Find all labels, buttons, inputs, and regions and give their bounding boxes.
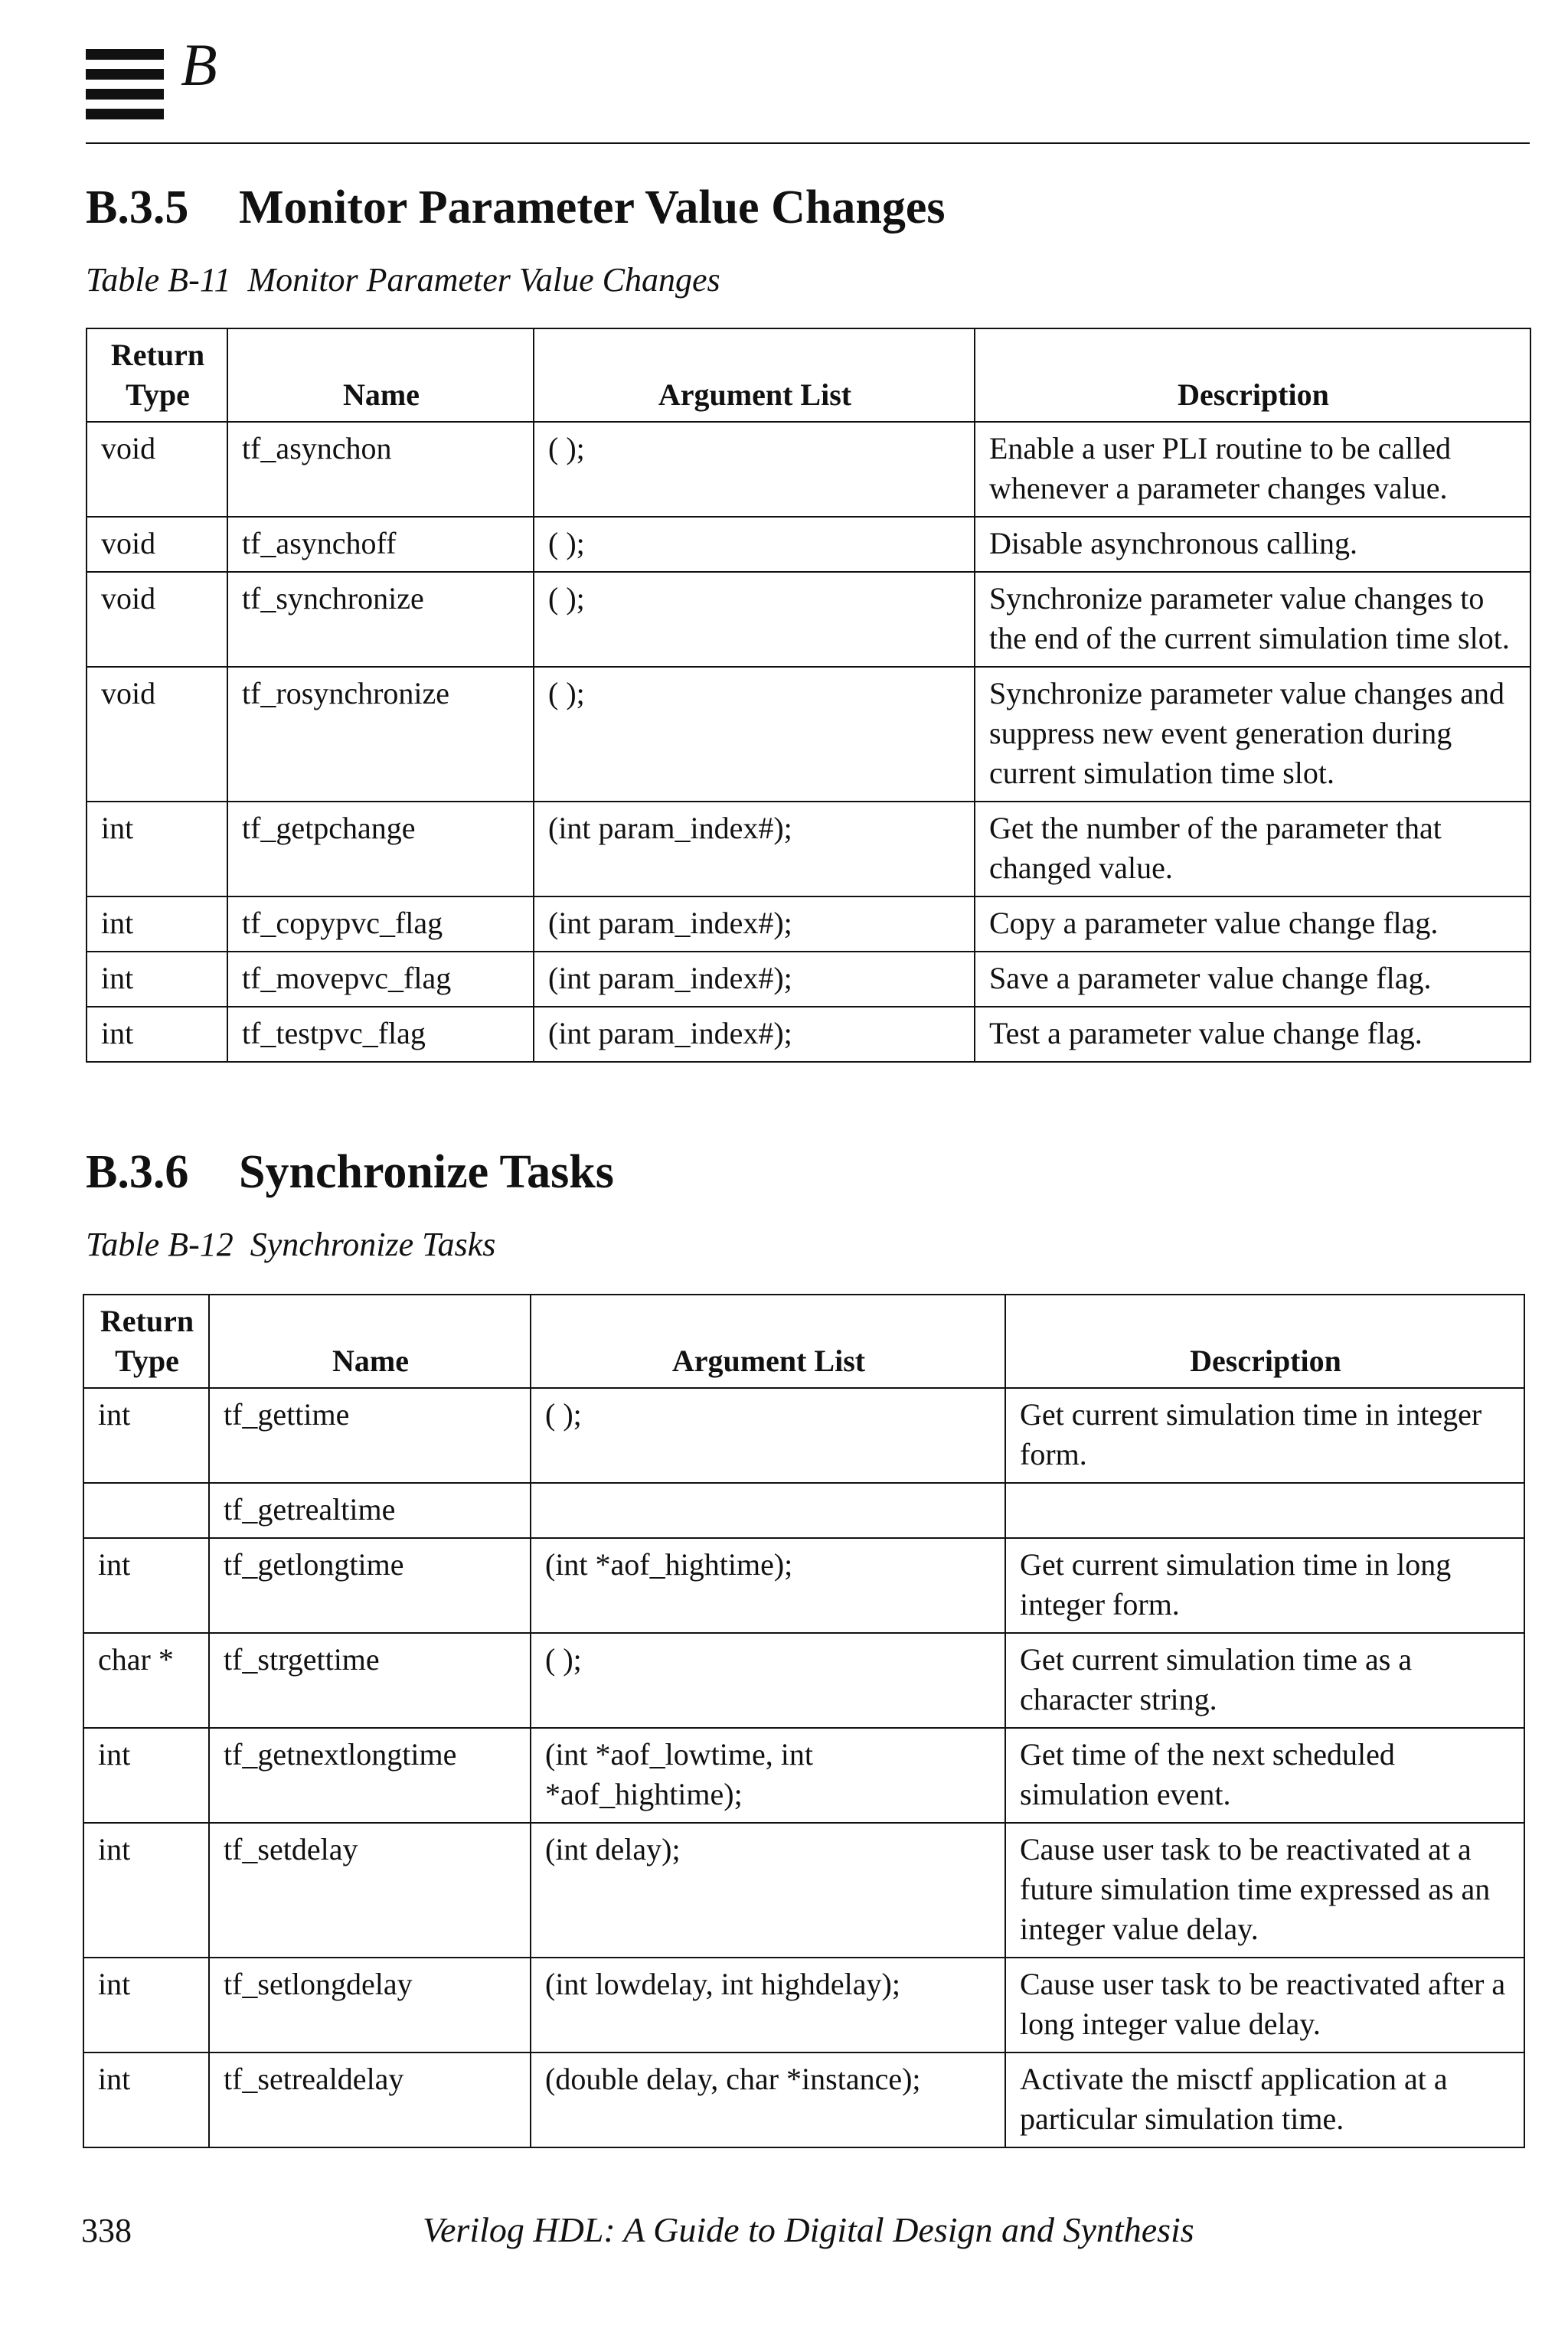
cell-name: tf_setdelay (209, 1823, 531, 1958)
cell-description: Disable asynchronous calling. (975, 517, 1530, 572)
table-number: Table B-11 (86, 261, 231, 299)
table-row (87, 422, 1530, 517)
cell-description: Enable a user PLI routine to be called whenever a parameter changes value. (975, 422, 1530, 517)
section-heading-monitor (86, 181, 946, 234)
table-caption-b12 (86, 1228, 495, 1262)
cell-description: Synchronize parameter value changes to the end of the current simulation time slot. (975, 572, 1530, 667)
cell-description: Get the number of the parameter that changed value. (975, 802, 1530, 896)
column-header-return-type: Return Type (87, 328, 227, 422)
column-header-description: Description (975, 328, 1530, 422)
cell-argument-list: ( ); (534, 572, 975, 667)
cell-argument-list (531, 1483, 1005, 1538)
cell-return-type: int (87, 896, 227, 952)
header-rule (86, 142, 1530, 144)
cell-argument-list: (int param_index#); (534, 1007, 975, 1062)
cell-description: Save a parameter value change flag. (975, 952, 1530, 1007)
column-header-return-type: Return Type (83, 1295, 209, 1388)
table-row (83, 1633, 1524, 1728)
table-title: Synchronize Tasks (250, 1226, 496, 1263)
cell-return-type: int (83, 1823, 209, 1958)
cell-name: tf_getnextlongtime (209, 1728, 531, 1823)
table-row (83, 2053, 1524, 2147)
cell-name: tf_asynchon (227, 422, 534, 517)
cell-description: Copy a parameter value change flag. (975, 896, 1530, 952)
cell-description: Test a parameter value change flag. (975, 1007, 1530, 1062)
cell-return-type: int (83, 1728, 209, 1823)
cell-return-type: int (83, 1958, 209, 2053)
table-header-row (83, 1295, 1524, 1388)
cell-name: tf_testpvc_flag (227, 1007, 534, 1062)
section-heading-synchronize (86, 1148, 614, 1196)
cell-return-type: int (87, 1007, 227, 1062)
cell-return-type: int (87, 802, 227, 896)
column-header-argument-list: Argument List (534, 328, 975, 422)
cell-argument-list: (int *aof_lowtime, int *aof_hightime); (531, 1728, 1005, 1823)
cell-return-type: void (87, 517, 227, 572)
cell-name: tf_copypvc_flag (227, 896, 534, 952)
table-row (83, 1388, 1524, 1483)
cell-name: tf_strgettime (209, 1633, 531, 1728)
cell-argument-list: (int lowdelay, int highdelay); (531, 1958, 1005, 2053)
cell-return-type: int (83, 1538, 209, 1633)
column-header-argument-list: Argument List (531, 1295, 1005, 1388)
table-row (83, 1483, 1524, 1538)
cell-argument-list: ( ); (534, 517, 975, 572)
cell-description: Synchronize parameter value changes and suppress new event generation during current simulation time slot. (975, 667, 1530, 802)
cell-name: tf_asynchoff (227, 517, 534, 572)
section-title: Monitor Parameter Value Changes (239, 181, 946, 234)
column-header-name: Name (209, 1295, 531, 1388)
table-row (87, 896, 1530, 952)
cell-return-type: char * (83, 1633, 209, 1728)
chapter-letter: B (181, 31, 217, 98)
cell-name: tf_movepvc_flag (227, 952, 534, 1007)
table-caption-b11 (86, 263, 720, 297)
table-row (83, 1958, 1524, 2053)
cell-name: tf_getlongtime (209, 1538, 531, 1633)
column-header-name: Name (227, 328, 534, 422)
cell-argument-list: ( ); (534, 422, 975, 517)
cell-description: Get current simulation time as a character string. (1005, 1633, 1524, 1728)
cell-description: Cause user task to be reactivated at a future simulation time expressed as an integer value delay. (1005, 1823, 1524, 1958)
cell-name: tf_gettime (209, 1388, 531, 1483)
table-row (87, 952, 1530, 1007)
cell-argument-list: (int param_index#); (534, 896, 975, 952)
table-header-row (87, 328, 1530, 422)
table-row (87, 517, 1530, 572)
cell-return-type: void (87, 572, 227, 667)
section-title: Synchronize Tasks (239, 1146, 614, 1198)
cell-description: Activate the misctf application at a particular simulation time. (1005, 2053, 1524, 2147)
cell-return-type (83, 1483, 209, 1538)
cell-argument-list: ( ); (531, 1633, 1005, 1728)
cell-name: tf_getrealtime (209, 1483, 531, 1538)
column-header-description: Description (1005, 1295, 1524, 1388)
cell-argument-list: (int delay); (531, 1823, 1005, 1958)
cell-name: tf_synchronize (227, 572, 534, 667)
cell-argument-list: (int *aof_hightime); (531, 1538, 1005, 1633)
table-row (87, 1007, 1530, 1062)
cell-description: Get current simulation time in integer form. (1005, 1388, 1524, 1483)
page-number: 338 (81, 2212, 132, 2249)
table-number: Table B-12 (86, 1226, 234, 1263)
cell-description: Cause user task to be reactivated after a long integer value delay. (1005, 1958, 1524, 2053)
cell-name: tf_setrealdelay (209, 2053, 531, 2147)
cell-argument-list: (double delay, char *instance); (531, 2053, 1005, 2147)
cell-argument-list: ( ); (531, 1388, 1005, 1483)
cell-argument-list: ( ); (534, 667, 975, 802)
cell-return-type: int (83, 1388, 209, 1483)
table-row (87, 802, 1530, 896)
table-synchronize-tasks (83, 1294, 1525, 2148)
cell-return-type: void (87, 667, 227, 802)
table-row (83, 1538, 1524, 1633)
cell-name: tf_setlongdelay (209, 1958, 531, 2053)
cell-name: tf_getpchange (227, 802, 534, 896)
cell-name: tf_rosynchronize (227, 667, 534, 802)
table-monitor-parameter-value-changes (86, 328, 1531, 1063)
cell-description: Get time of the next scheduled simulation event. (1005, 1728, 1524, 1823)
cell-return-type: int (83, 2053, 209, 2147)
cell-description: Get current simulation time in long integer form. (1005, 1538, 1524, 1633)
table-row (83, 1728, 1524, 1823)
section-number: B.3.5 (86, 181, 189, 234)
book-title: Verilog HDL: A Guide to Digital Design and Synthesis (423, 2210, 1194, 2249)
table-row (87, 667, 1530, 802)
cell-argument-list: (int param_index#); (534, 802, 975, 896)
cell-argument-list: (int param_index#); (534, 952, 975, 1007)
table-title: Monitor Parameter Value Changes (247, 261, 720, 299)
table-row (83, 1823, 1524, 1958)
cell-return-type: void (87, 422, 227, 517)
cell-return-type: int (87, 952, 227, 1007)
chapter-mark-icon (86, 49, 164, 119)
section-number: B.3.6 (86, 1146, 189, 1198)
table-row (87, 572, 1530, 667)
cell-description (1005, 1483, 1524, 1538)
